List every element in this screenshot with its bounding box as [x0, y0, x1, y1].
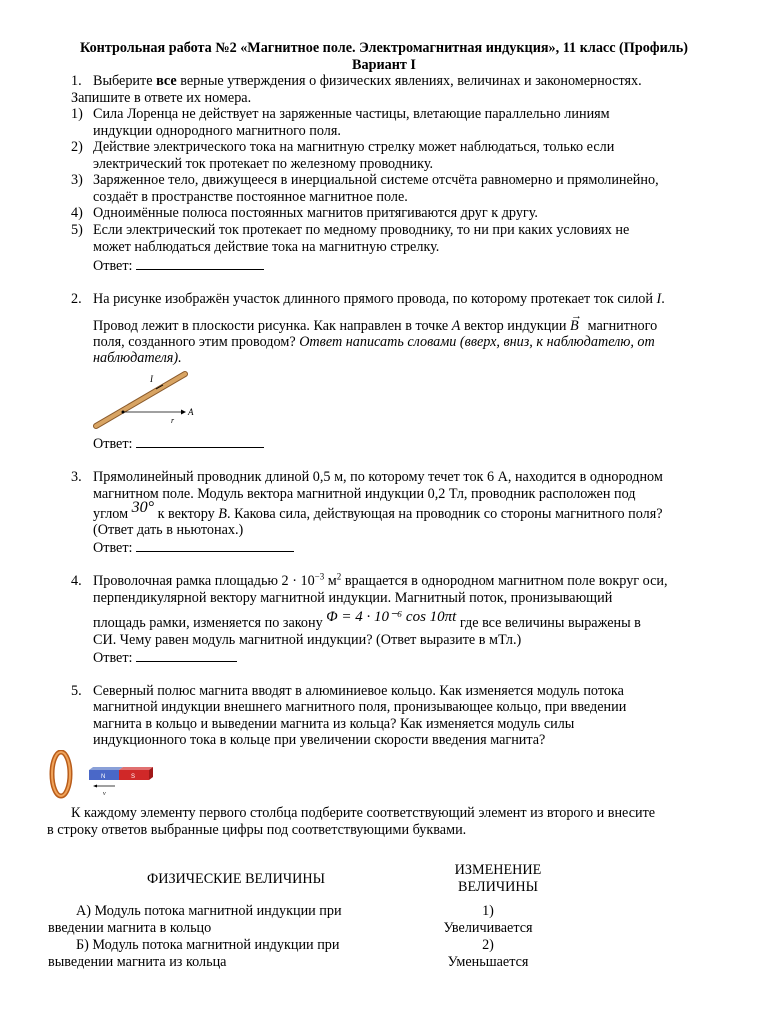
distance-arrowhead [181, 410, 186, 415]
question-1-number: 1. [71, 73, 82, 89]
answer-line-3[interactable] [136, 539, 294, 552]
label-velocity: v [103, 791, 106, 797]
question-5-number: 5. [71, 683, 82, 699]
question-3-line4: (Ответ дать в ньютонах.) [93, 522, 244, 538]
variant-label: Вариант I [352, 57, 416, 73]
question-1-intro: Выберите все верные утверждения о физических явлениях, величинах и закономерностях. [93, 73, 642, 89]
option-1: 1) Сила Лоренца не действует на заряженные частицы, влетающие параллельно линиям индукции однородного магнитного поля. [71, 106, 610, 139]
column-header-change: ИЗМЕНЕНИЕ ВЕЛИЧИНЫ [454, 862, 542, 895]
matching-row-a: А) Модуль потока магнитной индукции при введении магнита в кольцо [48, 903, 342, 936]
option-2: 2) Действие электрического тока на магнитную стрелку может наблюдаться, только если электрический ток протекает по железному проводнику. [71, 139, 615, 172]
label-current: I [150, 374, 153, 384]
question-3-line3: углом 30° к вектору B. Какова сила, действующая на проводник со стороны магнитного поля? [93, 499, 663, 522]
flux-formula: Φ = 4 · 10⁻⁶ cos 10πt [326, 609, 457, 625]
test-title: Контрольная работа №2 «Магнитное поле. Электромагнитная индукция», 11 класс (Профиль) [80, 40, 688, 56]
ring-magnet-figure [45, 750, 165, 802]
wire-figure [93, 368, 198, 434]
question-4-answer: Ответ: [93, 649, 237, 667]
instruction-line2: в строку ответов выбранные цифры под соответствующими буквами. [47, 822, 467, 838]
question-5-line2: магнитной индукции внешнего магнитного поля, пронизывающее кольцо, при введении [93, 699, 627, 715]
answer-line-4[interactable] [136, 649, 237, 662]
angle-value: 30° [131, 499, 155, 516]
magnet-top-north [89, 767, 123, 770]
question-3-line1: Прямолинейный проводник длиной 0,5 м, по которому течет ток 6 А, находится в однородном [93, 469, 663, 485]
question-3-number: 3. [71, 469, 82, 485]
vector-b-symbol: → B [570, 310, 583, 334]
instruction-line1: К каждому элементу первого столбца подберите соответствующий элемент из второго и внесите [71, 805, 656, 821]
velocity-arrowhead [93, 785, 97, 788]
question-2-number: 2. [71, 291, 82, 307]
label-north: N [101, 774, 106, 780]
question-2-line3: поля, созданного этим проводом? Ответ написать словами (вверх, вниз, к наблюдателю, от [93, 334, 655, 350]
question-4-line3: площадь рамки, изменяется по закону Φ = 4 · 10⁻⁶ cos 10πt где все величины выражены в [93, 609, 641, 631]
question-5-line3: магнита в кольцо и выведении магнита из кольца? Как изменяется модуль силы [93, 716, 575, 732]
magnet-top-south [119, 767, 153, 770]
question-3-answer: Ответ: [93, 539, 294, 557]
answer-line-2[interactable] [136, 435, 264, 448]
question-1-intro-line2: Запишите в ответе их номера. [71, 90, 252, 106]
label-south: S [131, 774, 136, 780]
option-3: 3) Заряженное тело, движущееся в инерциальной системе отсчёта равномерно и прямолинейно, создаёт в пространстве постоянное магнитное поле. [71, 172, 659, 205]
question-2-answer: Ответ: [93, 435, 264, 453]
question-2-line1: На рисунке изображён участок длинного прямого провода, по которому протекает ток силой I. [93, 291, 665, 307]
label-distance: r [171, 416, 175, 425]
ring-highlight [52, 752, 70, 796]
question-2-line2: Провод лежит в плоскости рисунка. Как направлен в точке A вектор индукции → B магнитного [93, 310, 658, 334]
question-3-line2: магнитном поле. Модуль вектора магнитной индукции 0,2 Тл, проводник расположен под [93, 486, 636, 502]
label-point-a: A [188, 407, 194, 417]
option-4: 4) Одноимённые полюса постоянных магнитов притягиваются друг к другу. [71, 205, 538, 221]
wire-point [122, 411, 125, 414]
question-1-options [71, 106, 723, 255]
question-4-line4: СИ. Чему равен модуль магнитной индукции? (Ответ выразите в мТл.) [93, 632, 522, 648]
column-header-quantities: ФИЗИЧЕСКИЕ ВЕЛИЧИНЫ [147, 871, 325, 887]
option-5: 5) Если электрический ток протекает по медному проводнику, то ни при каких условиях не может наблюдаться действие тока на магнитную стрелку. [71, 222, 630, 255]
question-5-line1: Северный полюс магнита вводят в алюминиевое кольцо. Как изменяется модуль потока [93, 683, 624, 699]
matching-row-b: Б) Модуль потока магнитной индукции при выведении магнита из кольца [48, 937, 340, 970]
question-4-line1: Проволочная рамка площадью $2 \cdot 10^{-3}$ $м^2$ вращается в однородном магнитном поле вокруг оси, [93, 571, 668, 589]
answer-line-1[interactable] [136, 257, 264, 270]
change-option-1: 1) Увеличивается [443, 903, 533, 936]
change-option-2: 2) Уменьшается [447, 937, 529, 970]
question-2-line4: наблюдателя). [93, 350, 182, 366]
question-5-line4: индукционного тока в кольце при увеличении скорости введения магнита? [93, 732, 546, 748]
question-4-line2: перпендикулярной вектору магнитной индукции. Магнитный поток, пронизывающий [93, 590, 613, 606]
question-4-number: 4. [71, 573, 82, 589]
question-1-answer: Ответ: [93, 257, 264, 275]
